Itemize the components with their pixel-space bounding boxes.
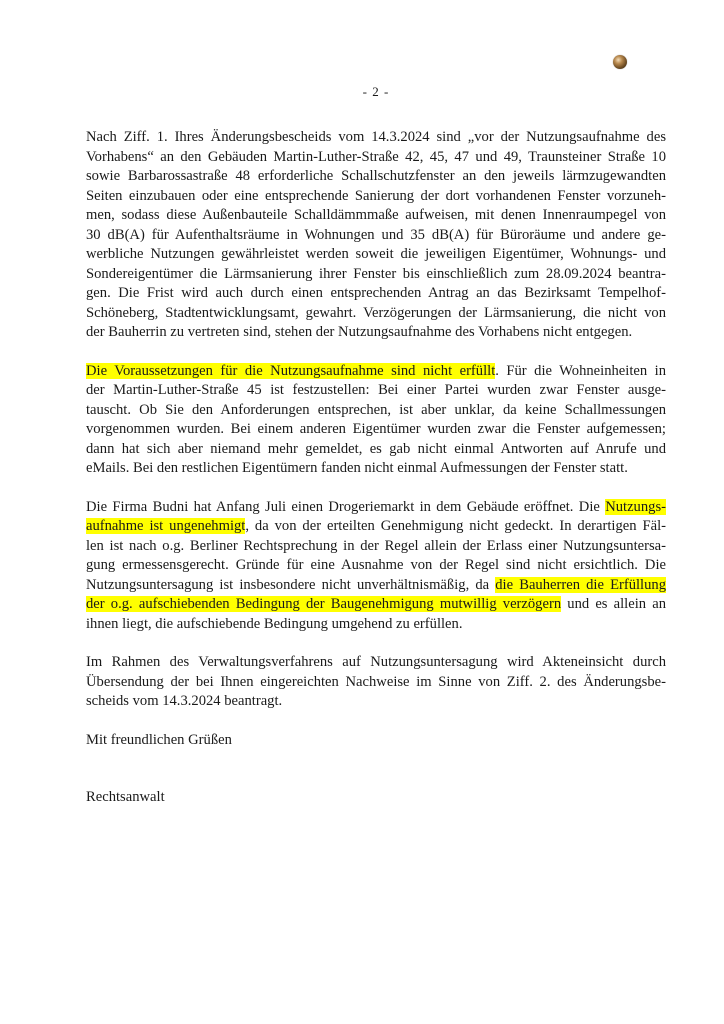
text-line: [86, 265, 666, 285]
text-segment: . Für die Wohneinheiten in: [495, 362, 666, 379]
paragraph-requirements-not-met: [86, 362, 666, 479]
text-segment: eMails. Bei den restlichen Eigentümern fanden nicht einmal Aufmessungen der Fenster statt.: [86, 460, 628, 476]
text-line: [86, 692, 666, 712]
text-line: [86, 595, 666, 615]
text-line: [86, 401, 666, 421]
text-line: [86, 226, 666, 246]
text-segment: Nach Ziff. 1. Ihres Änderungsbescheids vom 14.3.2024 sind „vor der Nutzungsaufnahme des: [86, 129, 666, 145]
text-line: [86, 206, 666, 226]
text-segment: Im Rahmen des Verwaltungsverfahrens auf Nutzungsuntersagung wird Akteneinsicht durch: [86, 654, 666, 670]
text-segment: gung ermessensgerecht. Gründe für eine Ausnahme von der Regel sind nicht ersichtlich. Die: [86, 557, 666, 573]
text-line: [86, 517, 666, 537]
text-segment: sowie Barbarossastraße 48 erforderliche Schallschutzfenster an den jeweils lärmzugewandten: [86, 168, 666, 184]
text-segment: , da von der erteilten Genehmigung nicht gedeckt. In derartigen Fäl-: [245, 518, 666, 534]
text-line: [86, 498, 666, 518]
text-segment: der Bauherrin zu vertreten sind, stehen der Nutzungsaufnahme des Vorhabens nicht entgegen.: [86, 324, 633, 340]
text-line: [86, 653, 666, 673]
text-segment: Übersendung der bei Ihnen eingereichten Nachweise im Sinne von Ziff. 2. des Änderungsbe-: [86, 673, 666, 690]
text-segment: Die Firma Budni hat Anfang Juli einen Drogeriemarkt in dem Gebäude eröffnet. Die: [86, 498, 606, 515]
highlighted-text: die Bauherren die Erfüllung: [495, 576, 667, 593]
text-line: [86, 245, 666, 265]
paragraph-unauthorized-use: [86, 498, 666, 635]
text-segment: 30 dB(A) für Aufenthaltsräume in Wohnungen und 35 dB(A) für Büroräume und andere ge-: [86, 226, 666, 243]
text-segment: Vorhabens“ an den Gebäuden Martin-Luther-Straße 42, 45, 47 und 49, Traunsteiner Straße 10: [86, 148, 666, 165]
text-segment: vorgenommen wurden. Bei einem anderen Eigentümer wurden zwar die Fenster aufgemessen;: [86, 421, 666, 437]
text-line: [86, 167, 666, 187]
text-line: [86, 304, 666, 324]
text-line: [86, 362, 666, 382]
text-segment: scheids vom 14.3.2024 beantragt.: [86, 693, 283, 709]
text-line: [86, 381, 666, 401]
page-number: - 2 -: [362, 84, 390, 99]
text-line: [86, 615, 666, 635]
text-line: [86, 284, 666, 304]
text-segment: men, sodass diese Außenbauteile Schalldämmmaße aufweisen, mit denen Innenraumpegel von: [86, 207, 666, 223]
text-segment: werbliche Nutzungen gewährleistet werden soweit die jeweiligen Eigentümer, Wohnungs- und: [86, 246, 666, 262]
text-segment: Sondereigentümer die Lärmsanierung ihrer Fenster bis einschließlich zum 28.09.2024 beantra-: [86, 265, 666, 282]
text-segment: dann hat sich aber niemand mehr gemeldet, es gab nicht einmal Antworten auf Anrufe und: [86, 440, 666, 457]
text-line: [86, 187, 666, 207]
text-segment: Seiten einzubauen oder eine entsprechende Sanierung der dort vorhandenen Fenster vorzuneh-: [86, 187, 666, 204]
text-segment: der Martin-Luther-Straße 45 ist festzustellen: Bei einer Partei wurden zwar Fenster ausge-: [86, 382, 666, 398]
highlighted-text: der o.g. aufschiebenden Bedingung der Baugenehmigung mutwillig verzögern: [86, 596, 562, 612]
text-segment: ihnen liegt, die aufschiebende Bedingung umgehend zu erfüllen.: [86, 615, 463, 632]
text-segment: Nutzungsuntersagung ist insbesondere nicht unverhältnismäßig, da: [86, 576, 496, 593]
text-line: [86, 148, 666, 168]
text-line: [86, 673, 666, 693]
paragraph-file-inspection-request: [86, 653, 666, 712]
text-line: [86, 420, 666, 440]
closing-greeting: Mit freundlichen Grüßen: [86, 731, 232, 748]
text-line: [86, 323, 666, 343]
text-segment: und es allein an: [561, 596, 666, 612]
bronze-sphere-icon: [613, 55, 627, 69]
paragraph-condition-requirements: [86, 128, 666, 343]
text-line: [86, 440, 666, 460]
highlighted-text: Nutzungs-: [605, 498, 666, 515]
text-segment: len ist nach o.g. Berliner Rechtsprechung in der Regel allein der Erlass einer Nutzungsuntersa-: [86, 537, 666, 554]
text-line: [86, 128, 666, 148]
text-line: [86, 459, 666, 479]
text-segment: tauscht. Ob Sie den Anforderungen entsprechen, ist aber unklar, da keine Schallmessungen: [86, 401, 666, 418]
text-line: [86, 537, 666, 557]
text-segment: gen. Die Frist wird auch durch einen entsprechenden Antrag an das Bezirksamt Tempelhof-: [86, 285, 666, 301]
highlighted-text: Die Voraussetzungen für die Nutzungsaufnahme sind nicht erfüllt: [86, 362, 496, 379]
signature-title: Rechtsanwalt: [86, 789, 165, 805]
text-segment: Schöneberg, Stadtentwicklungsamt, gewahrt. Verzögerungen der Lärmsanierung, die nicht von: [86, 304, 666, 321]
text-line: [86, 576, 666, 596]
text-line: [86, 556, 666, 576]
highlighted-text: aufnahme ist ungenehmigt: [86, 518, 246, 534]
